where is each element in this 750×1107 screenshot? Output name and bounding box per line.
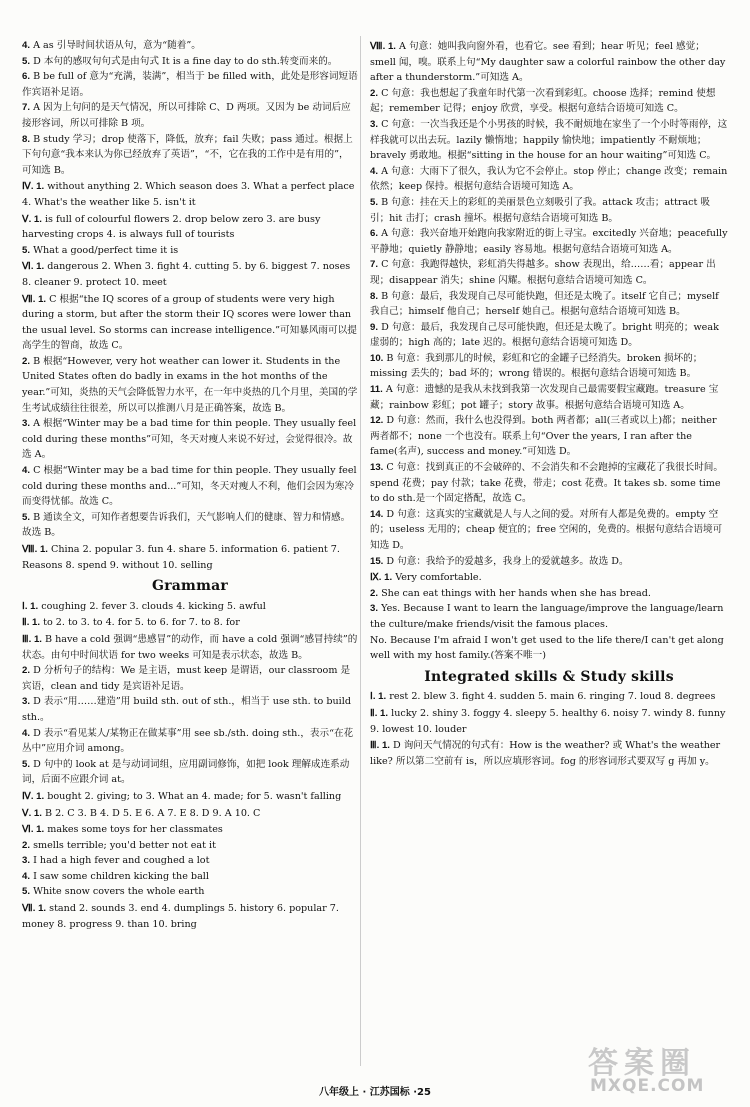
answer-number: 3. — [370, 118, 379, 130]
answer-entry — [22, 757, 358, 788]
answer-entry — [370, 507, 728, 554]
answer-entry — [370, 586, 728, 602]
left-column — [22, 38, 358, 932]
answer-number: Ⅰ. 1. — [370, 691, 387, 703]
answer-text: without anything 2. Which season does 3. What a perfect place 4. What's the weather like 5. isn't it — [22, 181, 355, 208]
answer-entry — [370, 706, 728, 737]
answer-text: C 根据“the IQ scores of a group of students were very high during a storm, but after the storm their IQ scores were lower than the usual level. So storms can increase intelligence.”可知暴风雨可以提高学生的智商，故选 C。 — [22, 293, 357, 352]
answer-number: 4. — [22, 727, 31, 739]
answer-text: D 分析句子的结构：We 是主语，must keep 是谓语，our classroom 是宾语，clean and tidy 是宾语补足语。 — [22, 665, 351, 692]
answer-entry — [22, 806, 358, 822]
page-footer: 八年级上 · 江苏国标 ·25 — [319, 1087, 431, 1098]
answer-text: Very comfortable. — [395, 572, 482, 584]
answer-text: A 句意：遗憾的是我从未找到我第一次发现自己最需要假宝藏跑。treasure 宝藏；rainbow 彩虹；pot 罐子；story 故事。根据句意结合语境可知选 A。 — [370, 384, 719, 411]
answer-text: B be full of 意为“充满，装满”，相当于 be filled with，此处是形容词短语作宾语补足语。 — [22, 71, 358, 98]
answer-number: Ⅳ. 1. — [22, 181, 45, 193]
answer-entry — [22, 615, 358, 631]
section-title: Integrated skills & Study skills — [424, 668, 674, 685]
answer-text: I had a high fever and coughed a lot — [33, 855, 210, 867]
answer-number: 7. — [370, 259, 379, 271]
answer-entry — [22, 354, 358, 416]
answer-entry — [370, 460, 728, 507]
answer-text: Yes. Because I want to learn the language/improve the language/learn the culture/make friends/visit the famous places. — [370, 603, 724, 630]
answer-text: I saw some children kicking the ball — [33, 870, 209, 882]
answer-number: 4. — [22, 465, 31, 477]
answer-text: A 因为上句问的是天气情况，所以可排除 C、D 两项。又因为 be 动词后应接形容词，所以可排除 B 项。 — [22, 102, 351, 129]
answer-entry — [22, 259, 358, 290]
answer-text: dangerous 2. When 3. fight 4. cutting 5. by 6. biggest 7. noses 8. cleaner 9. protect 10. meet — [22, 261, 351, 288]
answer-text: rest 2. blew 3. fight 4. sudden 5. main 6. ringing 7. loud 8. degrees — [389, 691, 716, 703]
answer-entry — [370, 195, 728, 226]
answer-entry — [22, 822, 358, 838]
answer-entry — [370, 257, 728, 288]
answer-text: coughing 2. fever 3. clouds 4. kicking 5. awful — [41, 600, 266, 612]
answer-number: 5. — [22, 886, 31, 898]
answer-number: Ⅶ. 1. — [22, 903, 47, 915]
answer-number: 2. — [370, 587, 379, 599]
answer-number: 5. — [22, 511, 31, 523]
answer-text: B 根据“However, very hot weather can lower it. Students in the United States often do badly in exams in the hot months of the year.”可知，炎热的天气会降低智力水平，在一年中炎热的几个月里，美国的学生考试成绩往往很差，所以可以推测八月是正确答案，故选 B。 — [22, 355, 358, 414]
answer-text: No. Because I'm afraid I won't get used to the life there/I can't get along well with my host family.(答案不唯一) — [370, 634, 724, 662]
answer-number: 2. — [22, 355, 31, 367]
answer-number: 5. — [22, 244, 31, 256]
answer-number: 2. — [370, 87, 379, 99]
answer-entry — [22, 510, 358, 541]
answer-entry — [22, 838, 358, 854]
answer-number: 3. — [22, 855, 31, 867]
answer-entry — [22, 69, 358, 100]
answer-entry — [22, 663, 358, 694]
answer-entry — [370, 226, 728, 257]
answer-number: 2. — [22, 665, 31, 677]
answer-text: B 句意：我到那儿的时候，彩虹和它的金罐子已经消失。broken 损坏的；missing 丢失的；bad 坏的；wrong 错误的。根据句意结合语境可知选 B。 — [370, 352, 703, 380]
answer-text: bought 2. giving; to 3. What an 4. made; for 5. wasn't falling — [47, 790, 342, 802]
answer-entry — [22, 292, 358, 354]
answer-text: D 句意：这真实的宝藏就是人与人之间的爱。对所有人都是免费的。empty 空的；useless 无用的；cheap 便宜的；free 空闲的，免费的。根据句意结合语境可知选 D。 — [370, 508, 723, 551]
answer-number: Ⅱ. 1. — [370, 707, 389, 719]
answer-text: B 句意：挂在天上的彩虹的美丽景色立刻吸引了我。attack 攻击；attract 吸引；hit 击打；crash 撞坏。根据句意结合语境可知选 B。 — [370, 196, 711, 224]
answer-entry — [22, 901, 358, 932]
answer-number: 5. — [370, 196, 379, 208]
answer-number: Ⅲ. 1. — [370, 740, 390, 752]
answer-text: A as 引导时间状语从句，意为“随着”。 — [33, 40, 201, 51]
answer-entry — [370, 382, 728, 413]
answer-entry — [22, 54, 358, 70]
answer-number: Ⅵ. 1. — [22, 261, 45, 273]
answer-number: 8. — [22, 133, 31, 145]
answer-entry — [370, 289, 728, 320]
answer-number: Ⅷ. 1. — [370, 41, 396, 52]
answer-number: 3. — [22, 696, 31, 708]
answer-entry — [22, 463, 358, 510]
answer-text: D 表示“看见某人/某物正在做某事”用 see sb./sth. doing sth.，表示“在花丛中”应用介词 among。 — [22, 727, 354, 755]
answer-entry — [370, 633, 728, 664]
answer-number: 10. — [370, 352, 384, 364]
answer-number: 9. — [370, 321, 379, 333]
answer-text: China 2. popular 3. fun 4. share 5. information 6. patient 7. Reasons 8. spend 9. without 10. selling — [22, 544, 340, 571]
answer-number: 5. — [22, 758, 31, 770]
answer-entry — [370, 601, 728, 632]
answer-number: 14. — [370, 508, 384, 520]
answer-text: C 句意：我跑得越快，彩虹消失得越多。show 表现出，给……看；appear 出现；disappear 消失；shine 闪耀。根据句意结合语境可知选 C。 — [370, 259, 716, 286]
answer-text: B have a cold 强调“患感冒”的动作，而 have a cold 强调“感冒持续”的状态。由句中时间状语 for two weeks 可知是表示状态，故选 B。 — [22, 633, 358, 661]
answer-number: 4. — [22, 40, 31, 51]
answer-number: Ⅲ. 1. — [22, 633, 42, 645]
answer-number: Ⅸ. 1. — [370, 572, 393, 584]
answer-text: B study 学习；drop 使落下，降低，放弃；fail 失败；pass 通过。根据上下句句意“我本来认为你已经放弃了英语”，“不，它在我的工作中是有用的”，可知选 B。 — [22, 133, 353, 176]
answer-number: Ⅷ. 1. — [22, 544, 48, 555]
answer-number: 4. — [370, 165, 379, 177]
answer-text: D 询问天气情况的句式有：How is the weather? 或 What's the weather like? 所以第二空前有 is，所以应填形容词。fog 的形容词形式要双写 g 再加 y。 — [370, 740, 721, 767]
answer-entry — [370, 39, 728, 86]
answer-entry — [22, 243, 358, 259]
answer-text: is full of colourful flowers 2. drop below zero 3. are busy harvesting crops 4. is always full of tourists — [22, 213, 321, 241]
answer-text: A 句意：大雨下了很久，我认为它不会停止。stop 停止；change 改变；remain 依然；keep 保持。根据句意结合语境可知选 A。 — [370, 165, 728, 193]
answer-entry — [370, 117, 728, 164]
answer-entry — [22, 884, 358, 900]
right-column — [370, 38, 728, 769]
answer-entry — [370, 320, 728, 351]
answer-entry — [22, 38, 358, 54]
section-title: Grammar — [152, 578, 228, 595]
column-divider — [360, 36, 361, 1066]
answer-text: lucky 2. shiny 3. foggy 4. sleepy 5. healthy 6. noisy 7. windy 8. funny 9. lowest 10. louder — [370, 707, 726, 735]
answer-text: D 本句的感叹句句式是由句式 It is a fine day to do sth.转变而来的。 — [33, 55, 338, 67]
watermark-url: MXQE.COM — [590, 1076, 705, 1096]
answer-text: D 表示“用……建造”用 build sth. out of sth.，相当于 use sth. to build sth.。 — [22, 696, 351, 723]
answer-text: B 2. C 3. B 4. D 5. E 6. A 7. E 8. D 9. A 10. C — [44, 807, 261, 819]
answer-entry — [22, 789, 358, 805]
answer-text: C 根据“Winter may be a bad time for thin people. They usually feel cold during these months and...”可知，冬天对瘦人不利，他们会因为寒冷而变得忧郁。故选 C。 — [22, 465, 357, 508]
answer-text: A 句意：我兴奋地开始跑向我家附近的街上寻宝。excitedly 兴奋地；peacefully 平静地；quietly 静静地；easily 容易地。根据句意结合语境可知选 A。 — [370, 228, 728, 255]
answer-entry — [22, 599, 358, 615]
answer-number: Ⅱ. 1. — [22, 617, 41, 629]
answer-number: 15. — [370, 555, 384, 567]
answer-text: A 根据“Winter may be a bad time for thin people. They usually feel cold during these months”可知，冬天对瘦人来说不好过，会觉得很冷。故选 A。 — [22, 418, 357, 461]
answer-entry — [370, 554, 728, 570]
answer-number: Ⅴ. 1. — [22, 213, 42, 225]
answer-number: 8. — [370, 290, 379, 302]
answer-entry — [370, 570, 728, 586]
answer-text: What a good/perfect time it is — [33, 244, 179, 256]
answer-number: 5. — [22, 55, 31, 67]
answer-entry — [370, 86, 728, 117]
answer-entry — [22, 132, 358, 179]
answer-number: 11. — [370, 384, 383, 396]
answer-number: Ⅰ. 1. — [22, 600, 39, 612]
answer-entry — [22, 853, 358, 869]
answer-number: 3. — [22, 418, 31, 430]
answer-text: C 句意：找到真正的不会破碎的、不会消失和不会跑掉的宝藏花了我很长时间。spend 花费；pay 付款；take 花费，带走；cost 花费。It takes sb. some time to do sth.是一个固定搭配，故选 C。 — [370, 462, 723, 505]
answer-number: 13. — [370, 462, 384, 474]
answer-text: makes some toys for her classmates — [47, 824, 223, 836]
answer-entry — [22, 542, 358, 573]
answer-entry — [22, 179, 358, 210]
answer-text: to 2. to 3. to 4. for 5. to 6. for 7. to 8. for — [43, 617, 240, 629]
answer-number: 3. — [370, 603, 379, 615]
answer-number: Ⅳ. 1. — [22, 790, 45, 802]
watermark-logo — [576, 1038, 736, 1102]
answer-text: A 句意：她叫我向窗外看，也看它。see 看到；hear 听见；feel 感觉；smell 闻，嗅。联系上句“My daughter saw a colorful rainbow the other day after a thunderstorm.”可知选 A。 — [370, 41, 726, 84]
answer-entry — [22, 869, 358, 885]
answer-number: 4. — [22, 870, 31, 882]
answer-entry — [370, 164, 728, 195]
answer-entry — [370, 738, 728, 769]
answer-number: Ⅴ. 1. — [22, 807, 42, 819]
answer-text: smells terrible; you'd better not eat it — [33, 839, 216, 851]
answer-number: 7. — [22, 102, 31, 114]
answer-text: stand 2. sounds 3. end 4. dumplings 5. history 6. popular 7. money 8. progress 9. than 10. bring — [22, 903, 339, 930]
answer-number: 6. — [370, 228, 379, 240]
answer-entry — [22, 694, 358, 725]
answer-entry — [370, 413, 728, 460]
watermark-text: 答案圈 — [588, 1046, 696, 1081]
answer-text: C 句意：我也想起了我童年时代第一次看到彩虹。choose 选择；remind 使想起；remember 记得；enjoy 欣赏，享受。根据句意结合语境可知选 C。 — [370, 87, 716, 115]
answer-entry — [22, 100, 358, 131]
answer-number: 12. — [370, 415, 384, 427]
answer-number: Ⅵ. 1. — [22, 824, 45, 836]
answer-text: D 句意：最后，我发现自己尽可能快跑，但还是太晚了。bright 明亮的；weak 虚弱的；high 高的；late 迟的。根据句意结合语境可知选 D。 — [370, 321, 719, 349]
answer-entry — [22, 632, 358, 663]
answer-entry — [22, 212, 358, 243]
answer-text: B 通读全文，可知作者想要告诉我们，天气影响人们的健康、智力和情感。故选 B。 — [22, 511, 351, 539]
answer-entry — [22, 726, 358, 757]
answer-number: Ⅶ. 1. — [22, 293, 47, 305]
answer-text: D 句意：我给予的爱越多，我身上的爱就越多。故选 D。 — [386, 555, 629, 567]
answer-text: B 句意：最后，我发现自己尽可能快跑，但还是太晚了。itself 它自己；myself 我自己；himself 他自己；herself 她自己。根据句意结合语境可知选 B。 — [370, 290, 719, 318]
answer-text: D 句中的 look at 是与动词词组，应用副词修饰，如把 look 理解成连系动词，后面不应跟介词 at。 — [22, 758, 350, 786]
answer-entry — [22, 416, 358, 463]
answer-entry — [370, 351, 728, 382]
answer-text: D 句意：然而，我什么也没得到。both 两者都；all(三者或以上)都；neither 两者都不；none 一个也没有。联系上句“Over the years, I ran after the fame(名声), success and money.”可知选 D。 — [370, 415, 717, 458]
answer-text: She can eat things with her hands when she has bread. — [381, 587, 651, 599]
answer-text: C 句意：一次当我还是个小男孩的时候，我不耐烦地在家坐了一个小时等雨停，这样我就可以出去玩。lazily 懒惰地；happily 愉快地；impatiently 不耐烦地；bravely 勇敢地。根据“sitting in the house for an hour waiting”可知选 C。 — [370, 118, 728, 162]
answer-text: White snow covers the whole earth — [33, 886, 205, 898]
answer-entry — [370, 689, 728, 705]
answer-number: 2. — [22, 839, 31, 851]
answer-number: 6. — [22, 71, 31, 83]
